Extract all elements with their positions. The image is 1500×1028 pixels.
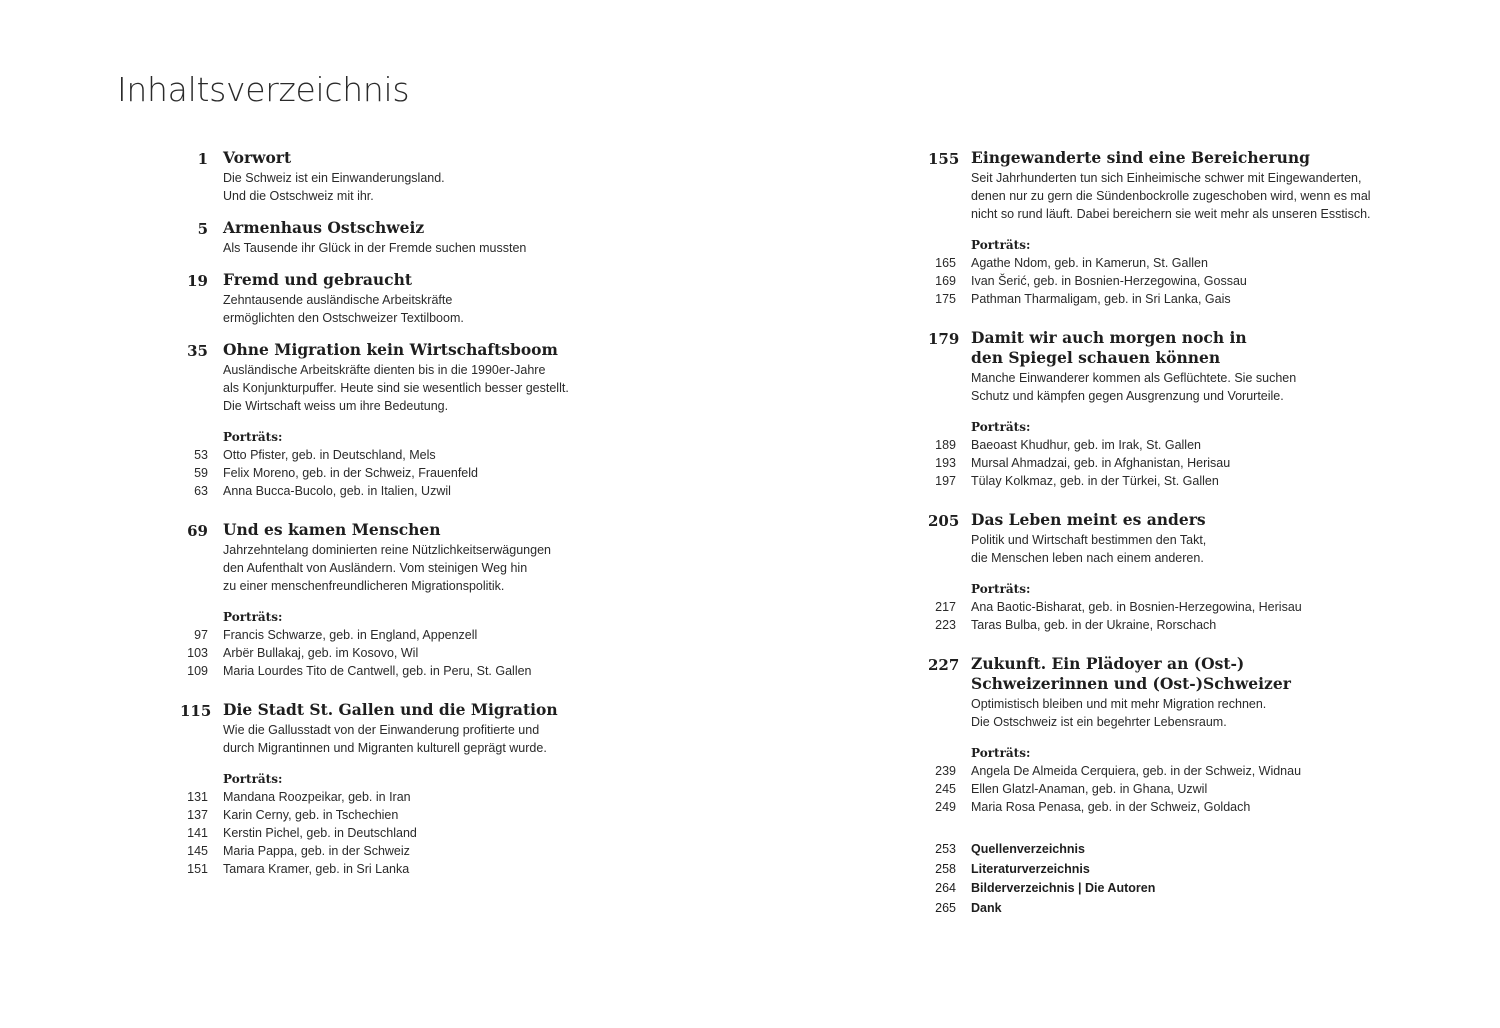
portrait-entry[interactable] [180, 824, 630, 842]
portraits-list [928, 580, 1448, 634]
chapter-body [971, 510, 1206, 567]
portrait-name: Anna Bucca-Bucolo, geb. in Italien, Uzwil [223, 484, 451, 498]
portrait-name: Arbër Bullakaj, geb. im Kosovo, Wil [223, 646, 419, 660]
portrait-page-number: 165 [935, 256, 956, 270]
chapter-title: Damit wir auch morgen noch in den Spiegel schauen können [971, 328, 1247, 367]
toc-chapter [180, 218, 630, 257]
portraits-label: Porträts: [971, 420, 1031, 434]
appendix-page-number: 265 [935, 900, 956, 915]
chapter-description: Wie die Gallusstadt von der Einwanderung profitierte und durch Migrantinnen und Migranten kulturell geprägt wurde. [223, 723, 547, 755]
chapter-heading[interactable] [180, 520, 630, 595]
toc-chapter [928, 148, 1448, 308]
portrait-page-number: 249 [935, 800, 956, 814]
chapter-description: Politik und Wirtschaft bestimmen den Takt, die Menschen leben nach einem anderen. [971, 533, 1207, 565]
toc-chapter [928, 510, 1448, 634]
portrait-page-number: 131 [187, 790, 208, 804]
chapter-description: Als Tausende ihr Glück in der Fremde suchen mussten [223, 241, 527, 255]
chapter-description: Seit Jahrhunderten tun sich Einheimische schwer mit Eingewanderten, denen nur zu gern die Sündenbockrolle zugeschoben wird, wenn es mal nicht so rund läuft. Dabei bereichern sie weit mehr als unseren Esstisch. [971, 171, 1371, 221]
portrait-page-number: 223 [935, 618, 956, 632]
chapter-heading[interactable] [928, 510, 1448, 567]
chapter-body [971, 328, 1296, 405]
chapter-heading[interactable] [928, 148, 1448, 223]
portrait-name: Mursal Ahmadzai, geb. in Afghanistan, Herisau [971, 456, 1231, 470]
portrait-page-number: 239 [935, 764, 956, 778]
chapter-body [223, 218, 526, 257]
portrait-name: Tamara Kramer, geb. in Sri Lanka [223, 862, 410, 876]
portrait-name: Otto Pfister, geb. in Deutschland, Mels [223, 448, 436, 462]
chapter-title: Ohne Migration kein Wirtschaftsboom [223, 340, 558, 359]
chapter-heading[interactable] [180, 340, 630, 415]
portrait-page-number: 197 [935, 474, 956, 488]
portrait-page-number: 97 [194, 628, 208, 642]
portrait-page-number: 151 [187, 862, 208, 876]
portrait-entry[interactable] [180, 482, 630, 500]
portraits-list [928, 744, 1448, 816]
chapter-description: Jahrzehntelang dominierten reine Nützlichkeitserwägungen den Aufenthalt von Ausländern. Vom steinigen Weg hin zu einer menschenfreundlicheren Migrationspolitik. [223, 543, 551, 593]
appendix-entry[interactable] [928, 879, 1448, 899]
toc-chapter [180, 270, 630, 327]
chapter-description: Ausländische Arbeitskräfte dienten bis in die 1990er-Jahre als Konjunkturpuffer. Heute sind sie wesentlich besser gestellt. Die Wirtschaft weiss um ihre Bedeutung. [223, 363, 569, 413]
appendix-title: Dank [971, 900, 1002, 915]
portrait-entry[interactable] [928, 762, 1448, 780]
chapter-title: Und es kamen Menschen [223, 520, 441, 539]
portrait-entry[interactable] [928, 436, 1448, 454]
chapter-page-number: 19 [187, 272, 208, 290]
portrait-name: Karin Cerny, geb. in Tschechien [223, 808, 399, 822]
toc-chapter [928, 328, 1448, 490]
portrait-name: Tülay Kolkmaz, geb. in der Türkei, St. Gallen [971, 474, 1219, 488]
portrait-page-number: 137 [187, 808, 208, 822]
portrait-page-number: 145 [187, 844, 208, 858]
chapter-description: Zehntausende ausländische Arbeitskräfte ermöglichten den Ostschweizer Textilboom. [223, 293, 464, 325]
portrait-entry[interactable] [928, 290, 1448, 308]
portraits-label: Porträts: [223, 430, 283, 444]
appendix-title: Literaturverzeichnis [971, 861, 1090, 876]
appendix-page-number: 253 [935, 842, 956, 856]
portraits-label: Porträts: [971, 582, 1031, 596]
portrait-page-number: 59 [194, 466, 208, 480]
appendix-entry[interactable] [928, 899, 1448, 919]
toc-chapter [928, 654, 1448, 816]
toc-chapter [180, 340, 630, 500]
appendix-title: Bilderverzeichnis | Die Autoren [971, 881, 1156, 895]
chapter-heading[interactable] [180, 218, 630, 257]
chapter-title: Fremd und gebraucht [223, 270, 413, 289]
chapter-body [223, 700, 558, 757]
portraits-label: Porträts: [971, 746, 1031, 760]
chapter-description: Optimistisch bleiben und mit mehr Migration rechnen. Die Ostschweiz ist ein begehrter Lebensraum. [971, 697, 1267, 729]
portraits-list [180, 608, 630, 680]
chapter-title: Eingewanderte sind eine Bereicherung [971, 148, 1310, 167]
chapter-description: Manche Einwanderer kommen als Geflüchtete. Sie suchen Schutz und kämpfen gegen Ausgrenzung und Vorurteile. [971, 371, 1297, 403]
portrait-entry[interactable] [180, 464, 630, 482]
appendix-list [928, 840, 1448, 918]
chapter-page-number: 155 [928, 150, 960, 168]
page-title: Inhaltsverzeichnis [117, 70, 410, 109]
portrait-page-number: 217 [935, 600, 956, 614]
portrait-entry[interactable] [928, 798, 1448, 816]
portrait-page-number: 109 [187, 664, 208, 678]
appendix-page-number: 264 [935, 881, 956, 895]
portrait-name: Pathman Tharmaligam, geb. in Sri Lanka, Gais [971, 292, 1231, 306]
appendix-title: Quellenverzeichnis [971, 842, 1085, 856]
chapter-page-number: 5 [197, 220, 208, 238]
portrait-name: Maria Rosa Penasa, geb. in der Schweiz, Goldach [971, 800, 1251, 814]
portrait-entry[interactable] [928, 454, 1448, 472]
portrait-page-number: 169 [935, 274, 956, 288]
toc-right-column [928, 148, 1448, 918]
portrait-entry[interactable] [180, 644, 630, 662]
toc-chapter [180, 148, 630, 205]
portrait-page-number: 103 [187, 646, 208, 660]
portraits-label: Porträts: [223, 772, 283, 786]
chapter-title: Zukunft. Ein Plädoyer an (Ost-) Schweizerinnen und (Ost-)Schweizer [971, 654, 1291, 693]
chapter-page-number: 205 [928, 512, 960, 530]
chapter-body [971, 148, 1371, 223]
chapter-heading[interactable] [180, 700, 630, 757]
portraits-label: Porträts: [223, 610, 283, 624]
portrait-name: Taras Bulba, geb. in der Ukraine, Rorschach [971, 618, 1217, 632]
portraits-list [928, 236, 1448, 308]
chapter-title: Die Stadt St. Gallen und die Migration [223, 700, 558, 719]
chapter-heading[interactable] [928, 328, 1448, 405]
chapter-page-number: 1 [197, 150, 208, 168]
portrait-name: Baeoast Khudhur, geb. im Irak, St. Gallen [971, 438, 1201, 452]
portrait-page-number: 175 [935, 292, 956, 306]
portrait-name: Maria Lourdes Tito de Cantwell, geb. in Peru, St. Gallen [223, 664, 532, 678]
chapter-page-number: 115 [180, 702, 212, 720]
portrait-page-number: 63 [194, 484, 208, 498]
portrait-name: Francis Schwarze, geb. in England, Appenzell [223, 628, 478, 642]
portrait-entry[interactable] [928, 254, 1448, 272]
portrait-entry[interactable] [180, 788, 630, 806]
portrait-name: Maria Pappa, geb. in der Schweiz [223, 844, 410, 858]
portrait-name: Kerstin Pichel, geb. in Deutschland [223, 826, 417, 840]
chapter-title: Armenhaus Ostschweiz [223, 218, 425, 237]
chapter-page-number: 227 [928, 656, 960, 674]
portrait-page-number: 245 [935, 782, 956, 796]
portrait-entry[interactable] [180, 446, 630, 464]
portrait-page-number: 53 [194, 448, 208, 462]
portrait-name: Felix Moreno, geb. in der Schweiz, Frauenfeld [223, 466, 478, 480]
chapter-body [223, 270, 464, 327]
portrait-page-number: 141 [187, 826, 208, 840]
portraits-list [928, 418, 1448, 490]
portrait-page-number: 189 [935, 438, 956, 452]
toc-left-column [180, 148, 630, 898]
portrait-name: Agathe Ndom, geb. in Kamerun, St. Gallen [971, 256, 1208, 270]
chapter-page-number: 69 [187, 522, 208, 540]
chapter-body [223, 520, 551, 595]
chapter-title: Vorwort [223, 148, 292, 167]
portrait-entry[interactable] [180, 626, 630, 644]
chapter-body [971, 654, 1291, 731]
portrait-entry[interactable] [928, 616, 1448, 634]
portraits-label: Porträts: [971, 238, 1031, 252]
portrait-entry[interactable] [928, 598, 1448, 616]
right-chapter-list [928, 148, 1448, 816]
portrait-entry[interactable] [928, 272, 1448, 290]
portraits-list [180, 770, 630, 878]
appendix-entry[interactable] [928, 860, 1448, 880]
chapter-page-number: 179 [928, 330, 960, 348]
chapter-heading[interactable] [180, 270, 630, 327]
portrait-entry[interactable] [928, 780, 1448, 798]
portrait-name: Angela De Almeida Cerquiera, geb. in der Schweiz, Widnau [971, 764, 1302, 778]
portrait-page-number: 193 [935, 456, 956, 470]
portrait-entry[interactable] [180, 842, 630, 860]
toc-chapter [180, 520, 630, 680]
chapter-description: Die Schweiz ist ein Einwanderungsland. Und die Ostschweiz mit ihr. [223, 171, 445, 203]
portrait-entry[interactable] [180, 662, 630, 680]
portrait-name: Ana Baotic-Bisharat, geb. in Bosnien-Herzegowina, Herisau [971, 600, 1302, 614]
chapter-heading[interactable] [928, 654, 1448, 731]
portrait-name: Mandana Roozpeikar, geb. in Iran [223, 790, 411, 804]
toc-chapter [180, 700, 630, 878]
chapter-title: Das Leben meint es anders [971, 510, 1206, 529]
portrait-entry[interactable] [180, 860, 630, 878]
portrait-name: Ivan Šerić, geb. in Bosnien-Herzegowina, Gossau [971, 274, 1247, 288]
chapter-body [223, 340, 569, 415]
portrait-entry[interactable] [928, 472, 1448, 490]
portraits-list [180, 428, 630, 500]
portrait-name: Ellen Glatzl-Anaman, geb. in Ghana, Uzwil [971, 782, 1208, 796]
appendix-page-number: 258 [935, 861, 956, 876]
chapter-body [223, 148, 445, 205]
chapter-heading[interactable] [180, 148, 630, 205]
chapter-page-number: 35 [187, 342, 208, 360]
portrait-entry[interactable] [180, 806, 630, 824]
appendix-entry[interactable] [928, 840, 1448, 860]
